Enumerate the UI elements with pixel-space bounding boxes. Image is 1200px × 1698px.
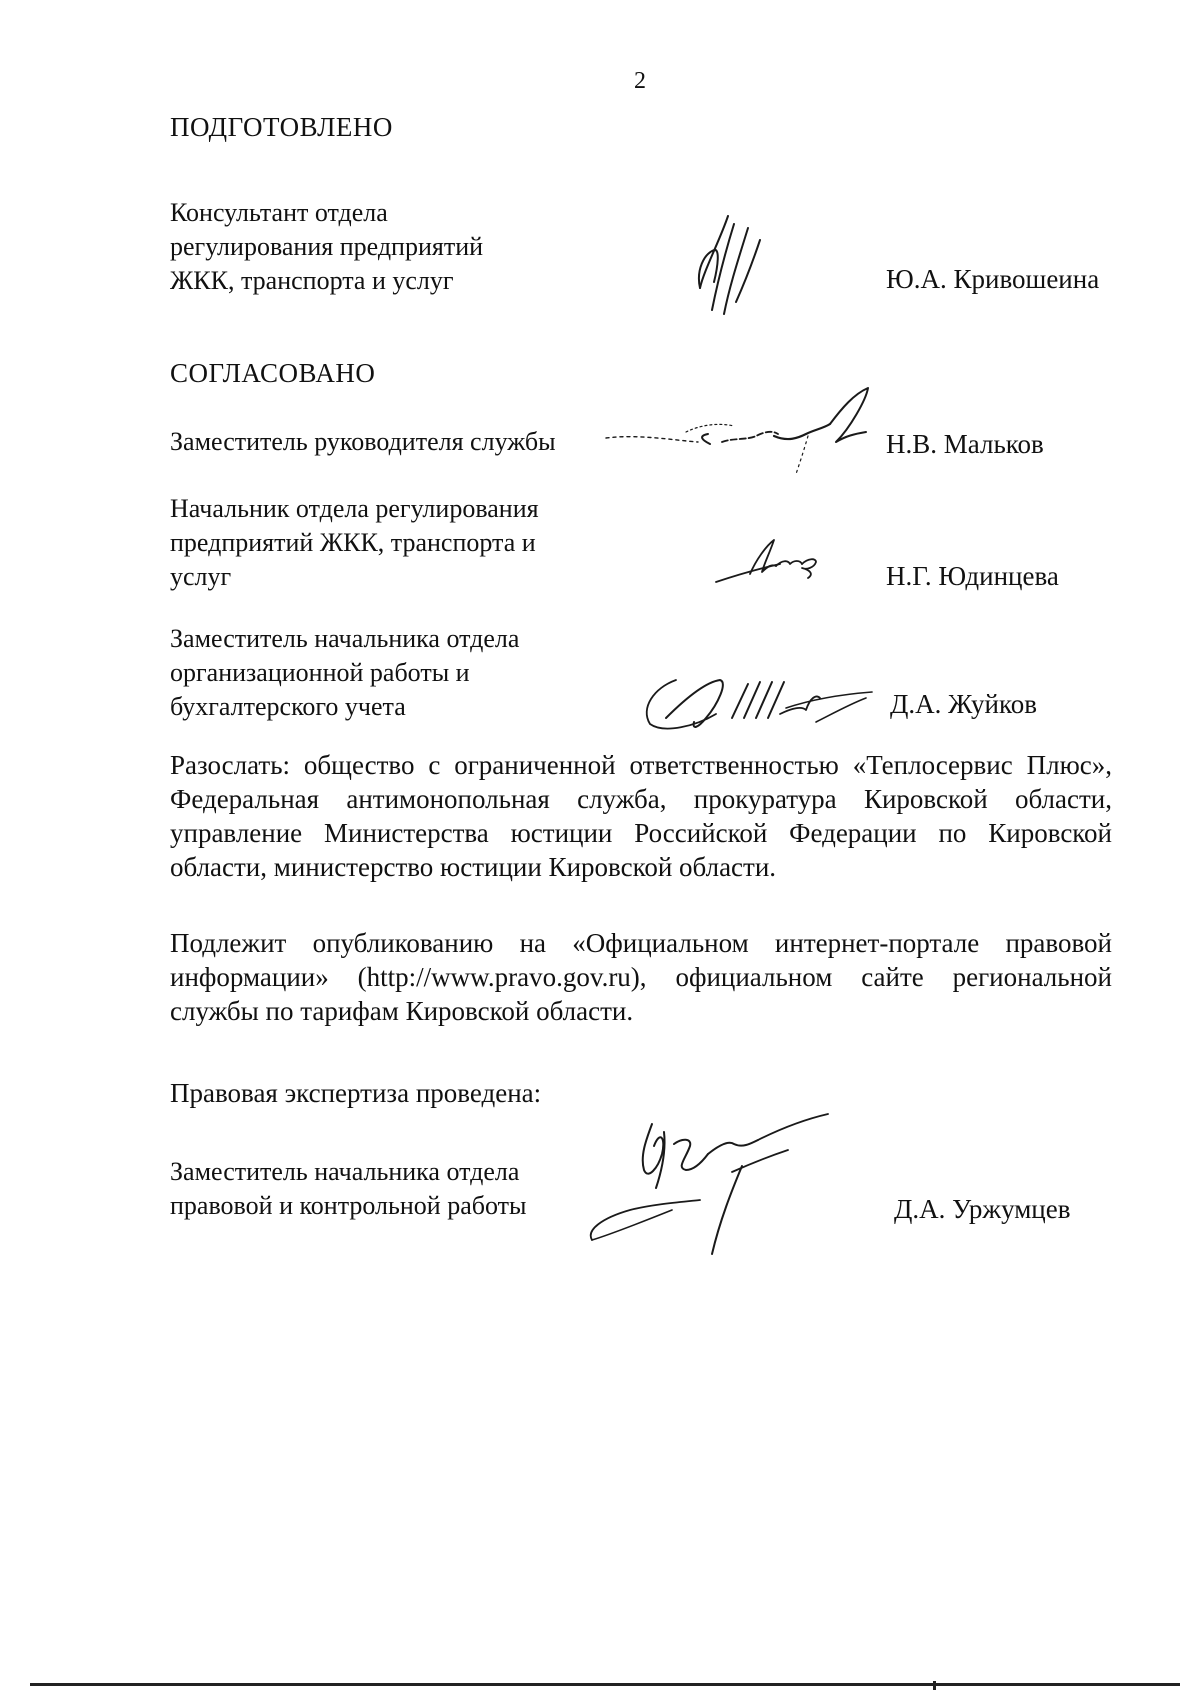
distribution-line: управление Министерства юстиции Российской Федерации по Кировской	[170, 818, 1112, 848]
signature-urzhumtsev	[582, 1110, 842, 1260]
prepared-heading: ПОДГОТОВЛЕНО	[170, 112, 393, 142]
approved-position-3	[170, 622, 519, 724]
signature-krivosheina	[690, 210, 770, 320]
prepared-name: Ю.А. Кривошеина	[886, 264, 1100, 294]
page-number: 2	[634, 68, 646, 94]
prepared-position-line: ЖКК, транспорта и услуг	[170, 266, 454, 295]
signature-yudintseva	[710, 530, 830, 590]
publication-line: службы по тарифам Кировской области.	[170, 996, 634, 1026]
distribution-line: области, министерство юстиции Кировской области.	[170, 852, 777, 882]
approved-position-line: бухгалтерского учета	[170, 692, 406, 721]
distribution-paragraph	[170, 748, 1112, 884]
legal-review-position-line: Заместитель начальника отдела	[170, 1157, 520, 1186]
prepared-position-line: Консультант отдела	[170, 198, 388, 227]
publication-line: Подлежит опубликованию на «Официальном интернет-портале правовой	[170, 928, 1112, 958]
approved-position-line: услуг	[170, 562, 232, 591]
approved-position-line: Начальник отдела регулирования	[170, 494, 539, 523]
approved-name-3: Д.А. Жуйков	[890, 689, 1037, 719]
prepared-position-line: регулирования предприятий	[170, 232, 484, 261]
approved-position-line: Заместитель начальника отдела	[170, 624, 520, 653]
signature-malkov	[598, 380, 888, 490]
prepared-position	[170, 196, 483, 298]
approved-heading: СОГЛАСОВАНО	[170, 358, 376, 388]
approved-position-line: организационной работы и	[170, 658, 470, 687]
publication-paragraph	[170, 926, 1112, 1028]
legal-review-name: Д.А. Уржумцев	[894, 1194, 1071, 1224]
publication-line: информации» (http://www.pravo.gov.ru), официальном сайте региональной	[170, 962, 1112, 992]
approved-position-line: Заместитель руководителя службы	[170, 427, 556, 456]
distribution-line: Федеральная антимонопольная служба, прокуратура Кировской области,	[170, 784, 1112, 814]
legal-review-position-line: правовой и контрольной работы	[170, 1191, 527, 1220]
approved-position-2	[170, 492, 539, 594]
approved-position-1	[170, 425, 556, 459]
distribution-line: Разослать: общество с ограниченной ответственностью «Теплосервис Плюс»,	[170, 750, 1112, 780]
footer-rule	[30, 1683, 1180, 1686]
approved-name-2: Н.Г. Юдинцева	[886, 561, 1059, 591]
signature-zhuikov	[636, 668, 876, 738]
footer-tick	[933, 1681, 936, 1690]
legal-review-heading: Правовая экспертиза проведена:	[170, 1078, 542, 1108]
legal-review-position	[170, 1155, 526, 1223]
approved-position-line: предприятий ЖКК, транспорта и	[170, 528, 536, 557]
approved-name-1: Н.В. Мальков	[886, 429, 1044, 459]
